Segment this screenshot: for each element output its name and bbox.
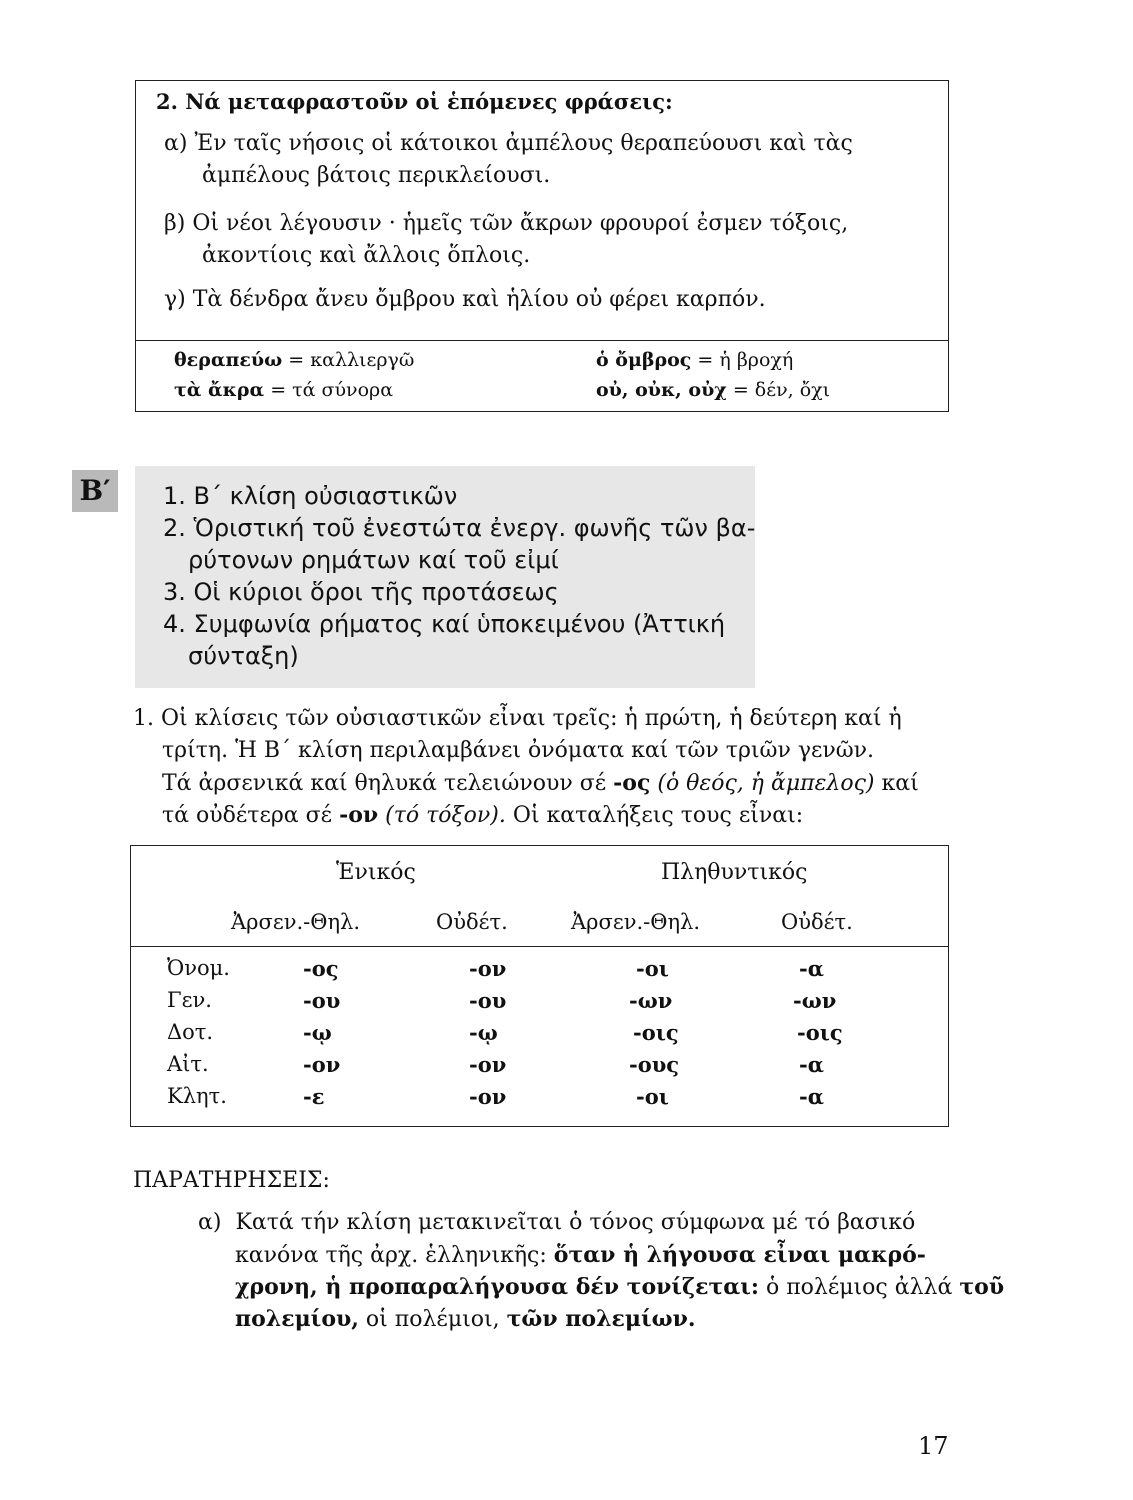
exercise-item-c: γ) Τὰ δένδρα ἄνευ ὄμβρου καὶ ἡλίου οὐ φέρει καρπόν. <box>164 287 766 312</box>
table-case-label: Δοτ. <box>167 1020 214 1044</box>
paragraph-line: τρίτη. Ἡ Β΄ κλίση περιλαμβάνει ὀνόματα καί τῶν τριῶν γενῶν. <box>162 738 875 763</box>
gloss-item: τὰ ἄκρα = τά σύνορα <box>174 379 394 401</box>
table-cell: -ῳ <box>303 1020 332 1045</box>
table-case-label: Ὀνομ. <box>167 956 230 980</box>
table-cell: -ων <box>629 988 673 1013</box>
table-cell: -ος <box>303 956 339 981</box>
table-subheader: Ἀρσεν.-Θηλ. <box>231 910 361 934</box>
table-cell: -ον <box>469 1052 507 1077</box>
table-cell: -ε <box>303 1084 325 1109</box>
exercise-box <box>135 80 949 412</box>
paragraph-line: Τά ἀρσενικά καί θηλυκά τελειώνουν σέ -ος (ὁ θεός, ἡ ἄμπελος) καί <box>162 770 919 796</box>
topic-item-cont: ρύτονων ρημάτων καί τοῦ εἰμί <box>188 546 559 574</box>
topic-item: 3. Οἱ κύριοι ὅροι τῆς προτάσεως <box>163 578 559 606</box>
exercise-item-a-cont: ἀμπέλους βάτοις περικλείουσι. <box>202 163 551 188</box>
table-case-label: Αἰτ. <box>167 1052 209 1076</box>
table-cell: -α <box>799 956 824 981</box>
lesson-topics <box>135 466 755 688</box>
note-line: κανόνα τῆς ἀρχ. ἑλληνικῆς: ὅταν ἡ λήγουσα εἶναι μακρό- <box>235 1242 926 1268</box>
exercise-item-a: α) Ἐν ταῖς νήσοις οἱ κάτοικοι ἀμπέλους θεραπεύουσι καὶ τὰς <box>164 131 853 156</box>
topic-item-cont: σύνταξη) <box>188 642 299 670</box>
paragraph-line: τά οὐδέτερα σέ -ον (τό τόξον). Οἱ καταλήξεις τους εἶναι: <box>162 802 804 828</box>
table-cell: -α <box>799 1052 824 1077</box>
table-cell: -ους <box>629 1052 680 1077</box>
lesson-badge: B′ <box>72 470 118 512</box>
table-cell: -ον <box>303 1052 341 1077</box>
table-group-header: Πληθυντικός <box>661 860 808 885</box>
table-cell: -α <box>799 1084 824 1109</box>
table-case-label: Κλητ. <box>167 1084 227 1108</box>
note-line: α) Κατά τήν κλίση μετακινεῖται ὁ τόνος σύμφωνα μέ τό βασικό <box>198 1210 916 1235</box>
table-subheader: Ἀρσεν.-Θηλ. <box>571 910 701 934</box>
table-cell: -ῳ <box>469 1020 498 1045</box>
table-cell: -ων <box>793 988 837 1013</box>
table-cell: -ον <box>469 956 507 981</box>
page-number: 17 <box>918 1432 949 1460</box>
table-cell: -οις <box>633 1020 679 1045</box>
gloss-item: θεραπεύω = καλλιεργῶ <box>174 349 415 371</box>
exercise-title: 2. Νά μεταφραστοῦν οἱ ἑπόμενες φράσεις: <box>156 89 673 114</box>
gloss-item: ὁ ὄμβρος = ἡ βροχή <box>596 349 794 371</box>
table-cell: -οις <box>797 1020 843 1045</box>
exercise-item-b: β) Οἱ νέοι λέγουσιν · ἡμεῖς τῶν ἄκρων φρουροί ἐσμεν τόξοις, <box>164 211 849 236</box>
table-group-header: Ἑνικός <box>336 860 416 885</box>
topic-item: 1. Β΄ κλίση οὐσιαστικῶν <box>163 482 458 510</box>
gloss-item: οὐ, οὐκ, οὐχ = δέν, ὄχι <box>596 379 831 401</box>
table-cell: -οι <box>636 956 669 981</box>
table-cell: -οι <box>636 1084 669 1109</box>
table-divider <box>131 946 948 947</box>
topic-item: 4. Συμφωνία ρήματος καί ὑποκειμένου (Ἀττική <box>163 610 726 638</box>
note-line: πολεμίου, οἱ πολέμιοι, τῶν πολεμίων. <box>235 1306 696 1332</box>
table-cell: -ου <box>469 988 507 1013</box>
declension-table <box>130 845 949 1127</box>
table-cell: -ου <box>303 988 341 1013</box>
table-subheader: Οὐδέτ. <box>436 910 508 934</box>
notes-heading: ΠΑΡΑΤΗΡΗΣΕΙΣ: <box>133 1168 330 1193</box>
table-case-label: Γεν. <box>167 988 212 1012</box>
table-cell: -ον <box>469 1084 507 1109</box>
exercise-divider <box>136 340 948 341</box>
paragraph-line: 1. Οἱ κλίσεις τῶν οὐσιαστικῶν εἶναι τρεῖς: ἡ πρώτη, ἡ δεύτερη καί ἡ <box>133 706 902 731</box>
exercise-item-b-cont: ἀκοντίοις καὶ ἄλλοις ὅπλοις. <box>202 243 531 268</box>
topic-item: 2. Ὁριστική τοῦ ἐνεστώτα ἐνεργ. φωνῆς τῶν βα- <box>163 514 756 542</box>
note-line: χρονη, ἡ προπαραλήγουσα δέν τονίζεται: ὁ πολέμιος ἀλλά τοῦ <box>235 1274 1005 1300</box>
table-subheader: Οὐδέτ. <box>781 910 853 934</box>
